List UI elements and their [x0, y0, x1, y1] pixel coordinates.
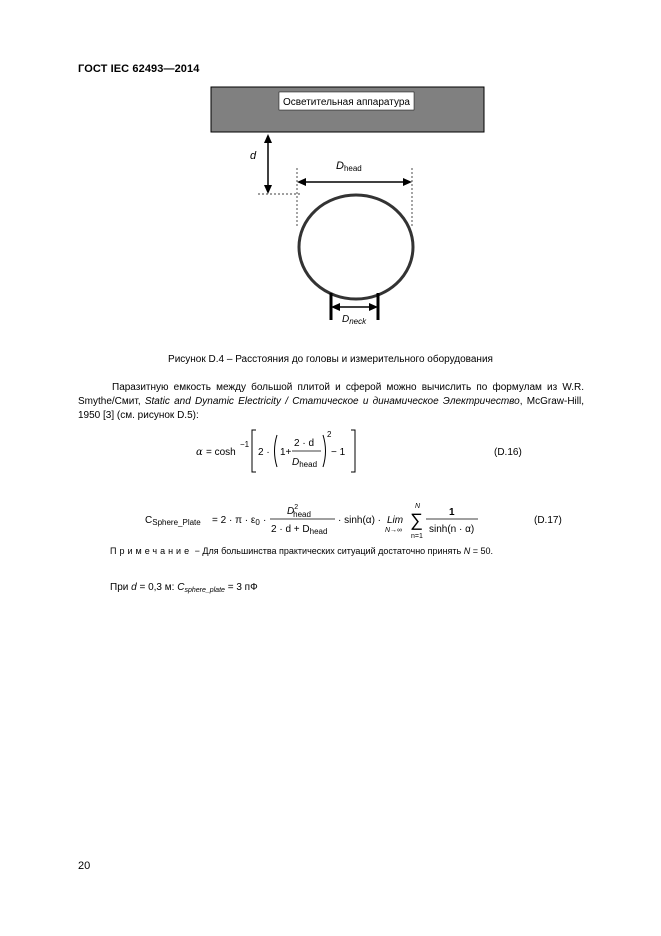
head-circle [299, 195, 413, 299]
note [110, 546, 493, 556]
eq17-lim-sub: N→∞ [385, 527, 403, 534]
result-line [110, 582, 258, 594]
eq17-number: (D.17) [534, 515, 562, 526]
eq17-sinh: · sinh(α) · [338, 515, 382, 526]
eq17-frac-num: 1 [449, 507, 455, 518]
label-dneck: $D_{neck}$ [342, 314, 367, 326]
eq17-frac-den: sinh(n · α) [429, 524, 475, 535]
page-number: 20 [78, 860, 91, 872]
eq16-inverse: −1 [240, 440, 250, 449]
arrow-head-left-icon [297, 178, 306, 186]
label-d: d [250, 150, 257, 162]
eq17-sum-icon: ∑ [410, 510, 423, 530]
eq16-cosh: = cosh [206, 447, 236, 458]
note-var: N [463, 546, 471, 556]
equation-d16 [196, 430, 522, 472]
arrow-head-right-icon [403, 178, 412, 186]
eq16-bracket-right [351, 430, 355, 472]
result-var-d: d [131, 582, 137, 593]
equation-d17 [145, 503, 562, 540]
paragraph-text-1: Паразитную емкость между большой плитой и сферой можно вычислить по формулам из W.R. Smythe/Смит, [78, 382, 584, 407]
result-var-c: C [177, 582, 185, 593]
result-value: = 3 пФ [224, 582, 258, 593]
paragraph-citation: Static and Dynamic Electricity / Статическое и динамическое Электричество [144, 396, 520, 407]
eq16-paren-right [323, 435, 326, 467]
note-label: Примечание [110, 546, 193, 556]
body-paragraph [78, 381, 584, 423]
eq16-number: (D.16) [494, 447, 522, 458]
eq16-minus-one: − 1 [331, 447, 346, 458]
eq16-power: 2 [327, 430, 332, 439]
eq17-sum-top: N [415, 503, 421, 510]
arrow-head-down-icon [264, 185, 272, 194]
note-text: − Для большинства практических ситуаций достаточно принять [192, 546, 464, 556]
eq17-sum-bottom: n=1 [411, 533, 423, 540]
eq16-bracket-left [252, 430, 256, 472]
arrow-head-up-icon [264, 134, 272, 143]
figure-caption: Рисунок D.4 – Расстояния до головы и измерительного оборудования [168, 354, 493, 365]
label-dhead: Dhead [336, 160, 362, 173]
eq17-lhs: $C_{Sphere\_Plate}$ [145, 515, 201, 527]
eq16-two: 2 · [258, 447, 270, 458]
eq17-numerator: $D^2$ head [287, 504, 311, 519]
eq17-lim: Lim [387, 515, 404, 526]
eq16-denominator: $D_{head}$ [292, 457, 318, 469]
note-value: = 50. [470, 546, 494, 556]
result-prefix: При [110, 582, 132, 593]
paragraph-text-2: , McGraw-Hill, 1950 [3] (см. рисунок D.5): [78, 396, 584, 421]
document-header: ГОСТ IEC 62493—2014 [78, 63, 200, 75]
result-sub: sphere_plate [184, 587, 225, 594]
eq16-numerator: 2 · d [294, 438, 315, 449]
eq16-one-plus: 1+ [280, 447, 292, 458]
result-mid: = 0,3 м: [136, 582, 178, 593]
eq17-constants: = $2 \cdot \pi \cdot \varepsilon_0$ [212, 515, 260, 527]
eq17-dot: · [263, 515, 267, 526]
eq16-paren-left [275, 435, 278, 467]
lighting-equipment-label: Осветительная аппаратура [283, 97, 410, 108]
eq16-alpha: α [196, 447, 203, 458]
eq17-denominator: $2 \cdot d + D_{head}$ [271, 524, 328, 536]
